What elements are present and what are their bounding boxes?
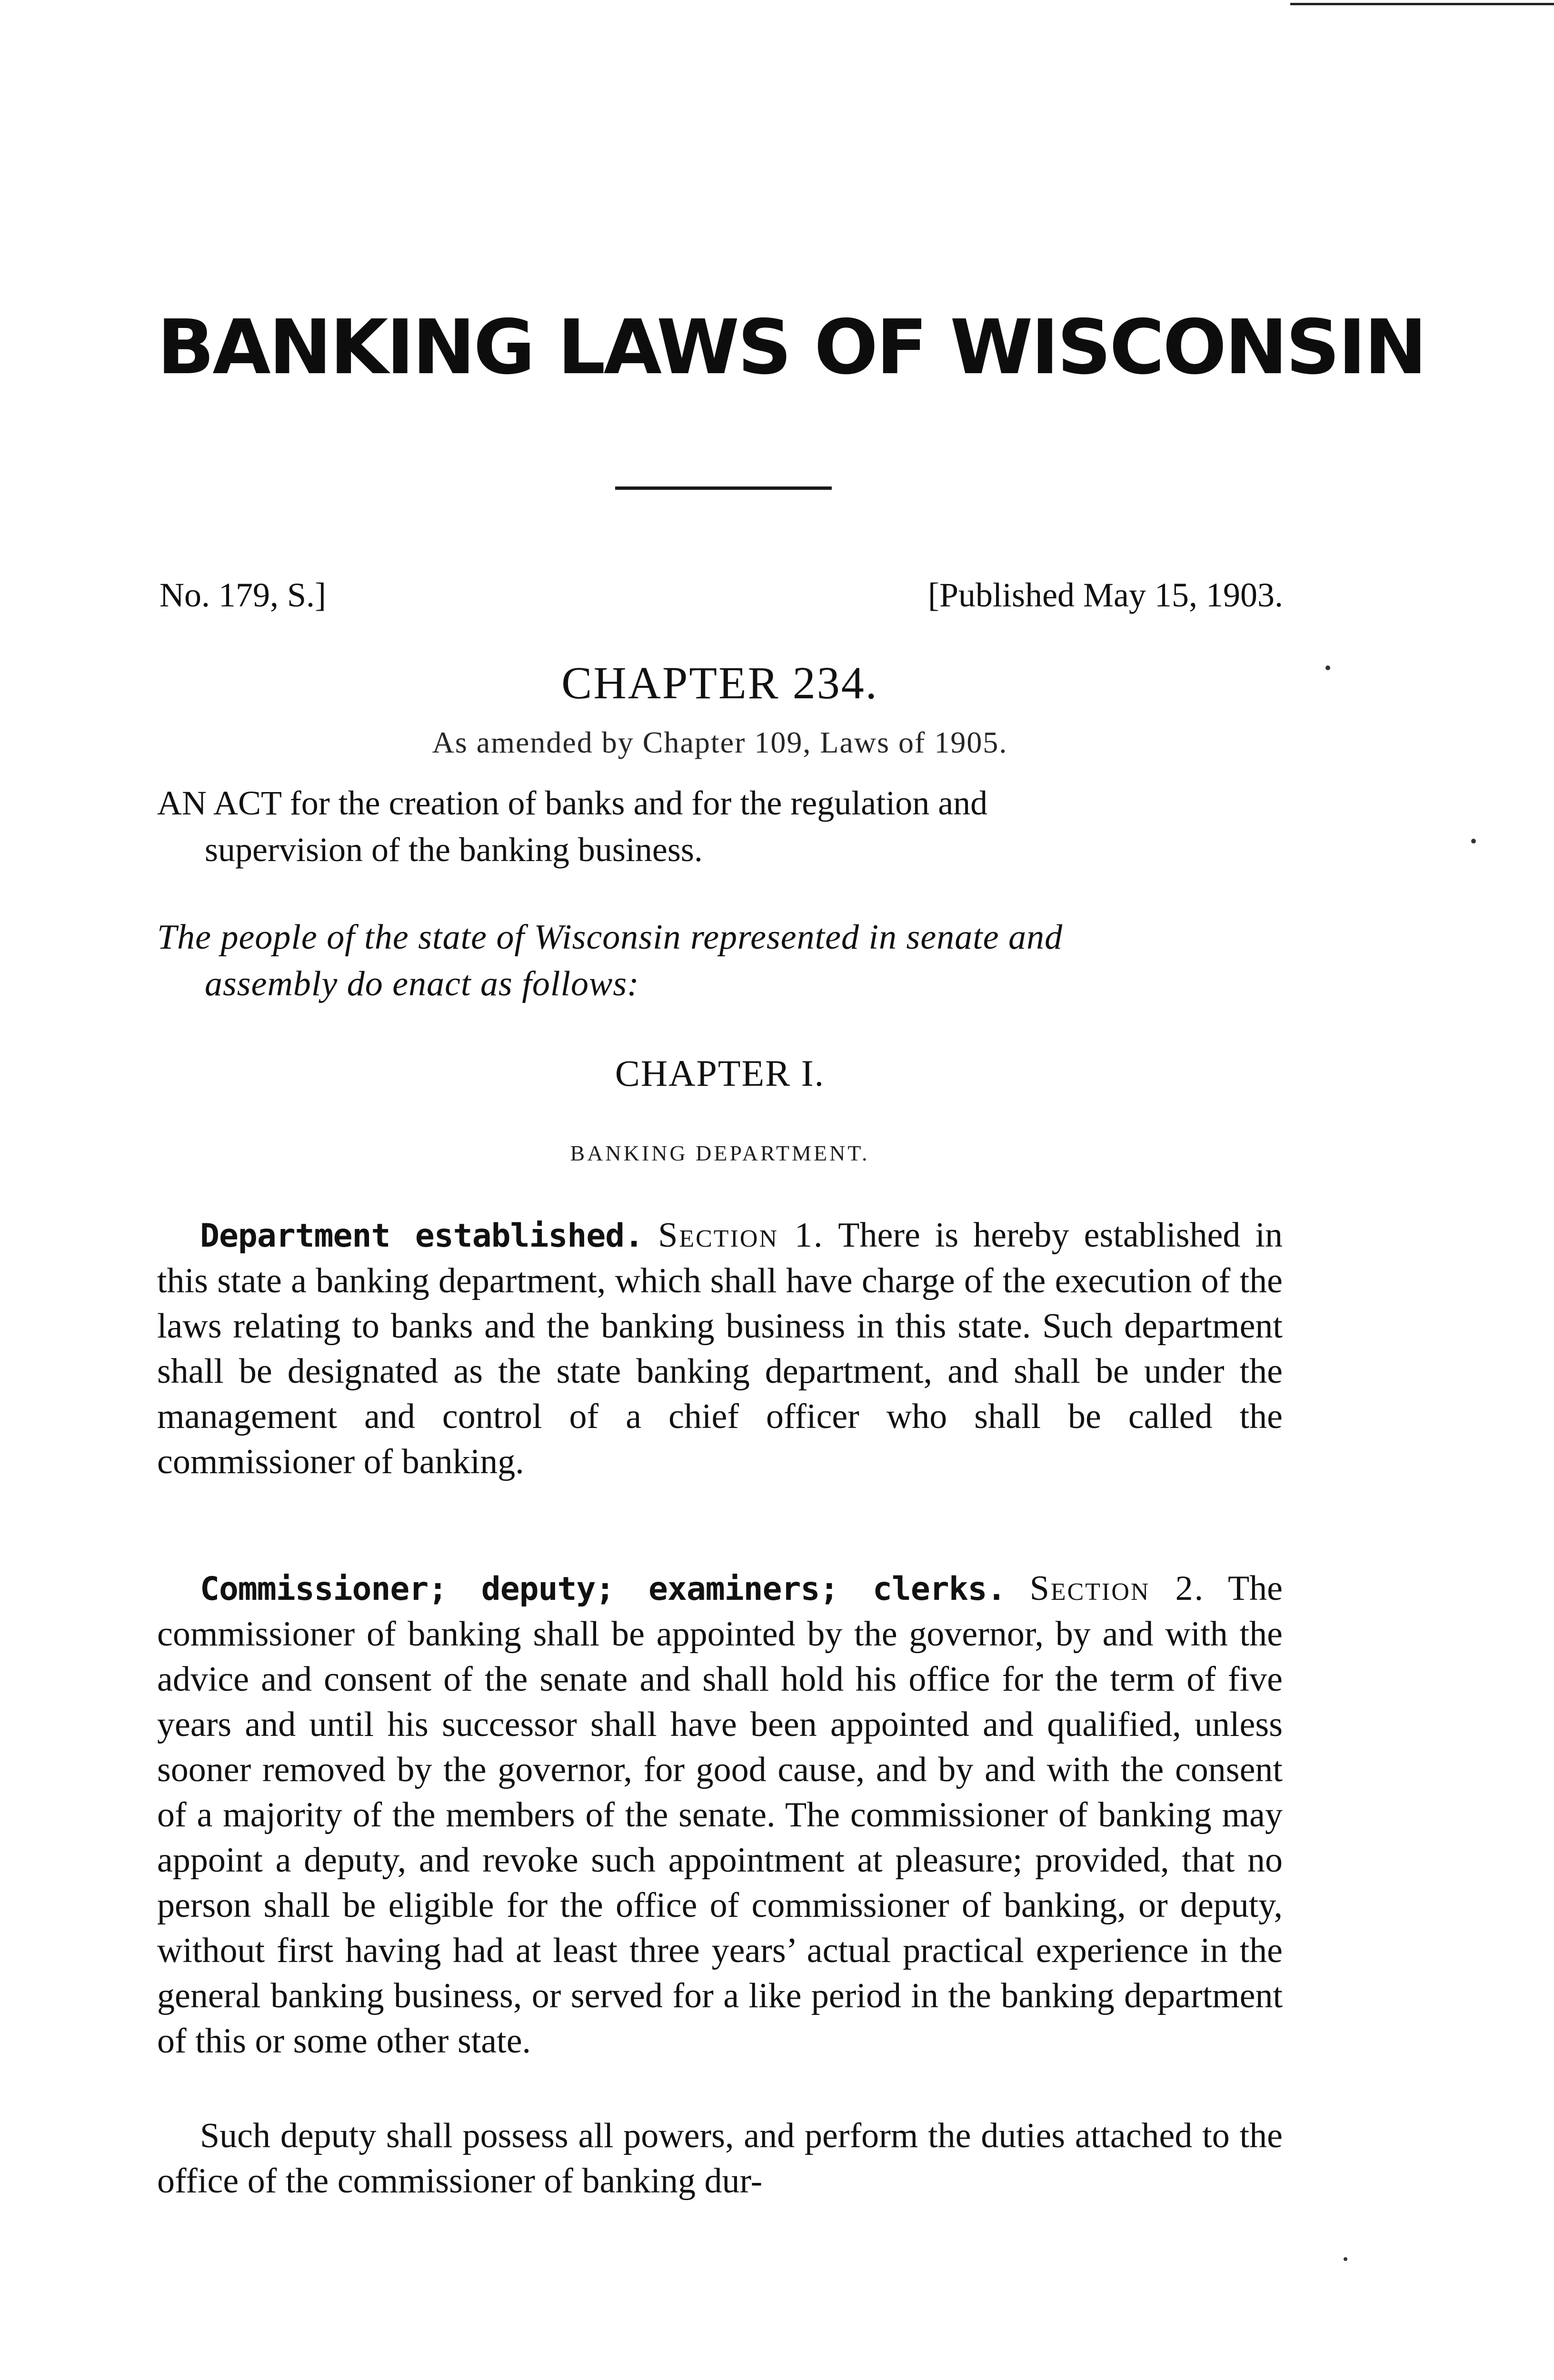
act-title-paragraph — [157, 780, 1283, 873]
chapter-one-heading: CHAPTER I. — [615, 1052, 825, 1094]
section-1-text: There is hereby established in this state a banking department, which shall have charge of the execution of the laws relating to banks and the banking business in this state. Such department shall be designated as the state banking department, and shall be under the management and control of a chief officer who shall be called the commissioner of banking. — [157, 1216, 1283, 1481]
print-speck — [1471, 839, 1476, 843]
publication-date: [Published May 15, 1903. — [928, 576, 1283, 614]
section-2-label: Section 2. — [1029, 1569, 1205, 1608]
enacting-clause — [157, 914, 1283, 1007]
section-1-paragraph — [157, 1213, 1283, 1485]
act-lead: AN ACT — [157, 784, 281, 822]
top-edge-rule — [1290, 3, 1554, 5]
department-heading: BANKING DEPARTMENT. — [570, 1141, 870, 1165]
section-1-label: Section 1. — [658, 1216, 824, 1255]
document-title: BANKING LAWS OF WISCONSIN — [157, 304, 1425, 391]
amendment-note: As amended by Chapter 109, Laws of 1905. — [432, 725, 1008, 759]
title-divider — [615, 486, 832, 490]
print-speck — [1344, 2257, 1347, 2261]
enacting-line-1: The people of the state of Wisconsin represented in senate and — [157, 918, 1063, 957]
section-2-paragraph — [157, 1566, 1283, 2064]
print-speck — [1325, 665, 1330, 670]
section-2-sidehead: Commissioner; deputy; examiners; clerks. — [200, 1570, 1006, 1608]
chapter-heading: CHAPTER 234. — [561, 657, 878, 708]
section-2-text: The commissioner of banking shall be appointed by the governor, by and with the advice and consent of the senate and shall hold his office for the term of five years and until his successor shall have been appointed and qualified, unless sooner removed by the governor, for good cause, and by and with the consent of a majority of the members of the senate. The commissioner of banking may appoint a deputy, and revoke such appointment at pleasure; provided, that no person shall be eligible for the office of commissioner of banking, or deputy, without first having had at least three years’ actual practical experience in the general banking business, or served for a like period in the banking department of this or some other state. — [157, 1569, 1283, 2061]
act-text-line-2: supervision of the banking business. — [205, 831, 703, 869]
act-text-line-1: for the creation of banks and for the regulation and — [289, 784, 988, 822]
section-1-sidehead: Department established. — [200, 1217, 644, 1255]
deputy-paragraph: Such deputy shall possess all powers, and perform the duties attached to the office of the commissioner of banking dur- — [157, 2116, 1283, 2201]
bill-number: No. 179, S.] — [159, 576, 327, 614]
enacting-line-2: assembly do enact as follows: — [205, 964, 639, 1003]
